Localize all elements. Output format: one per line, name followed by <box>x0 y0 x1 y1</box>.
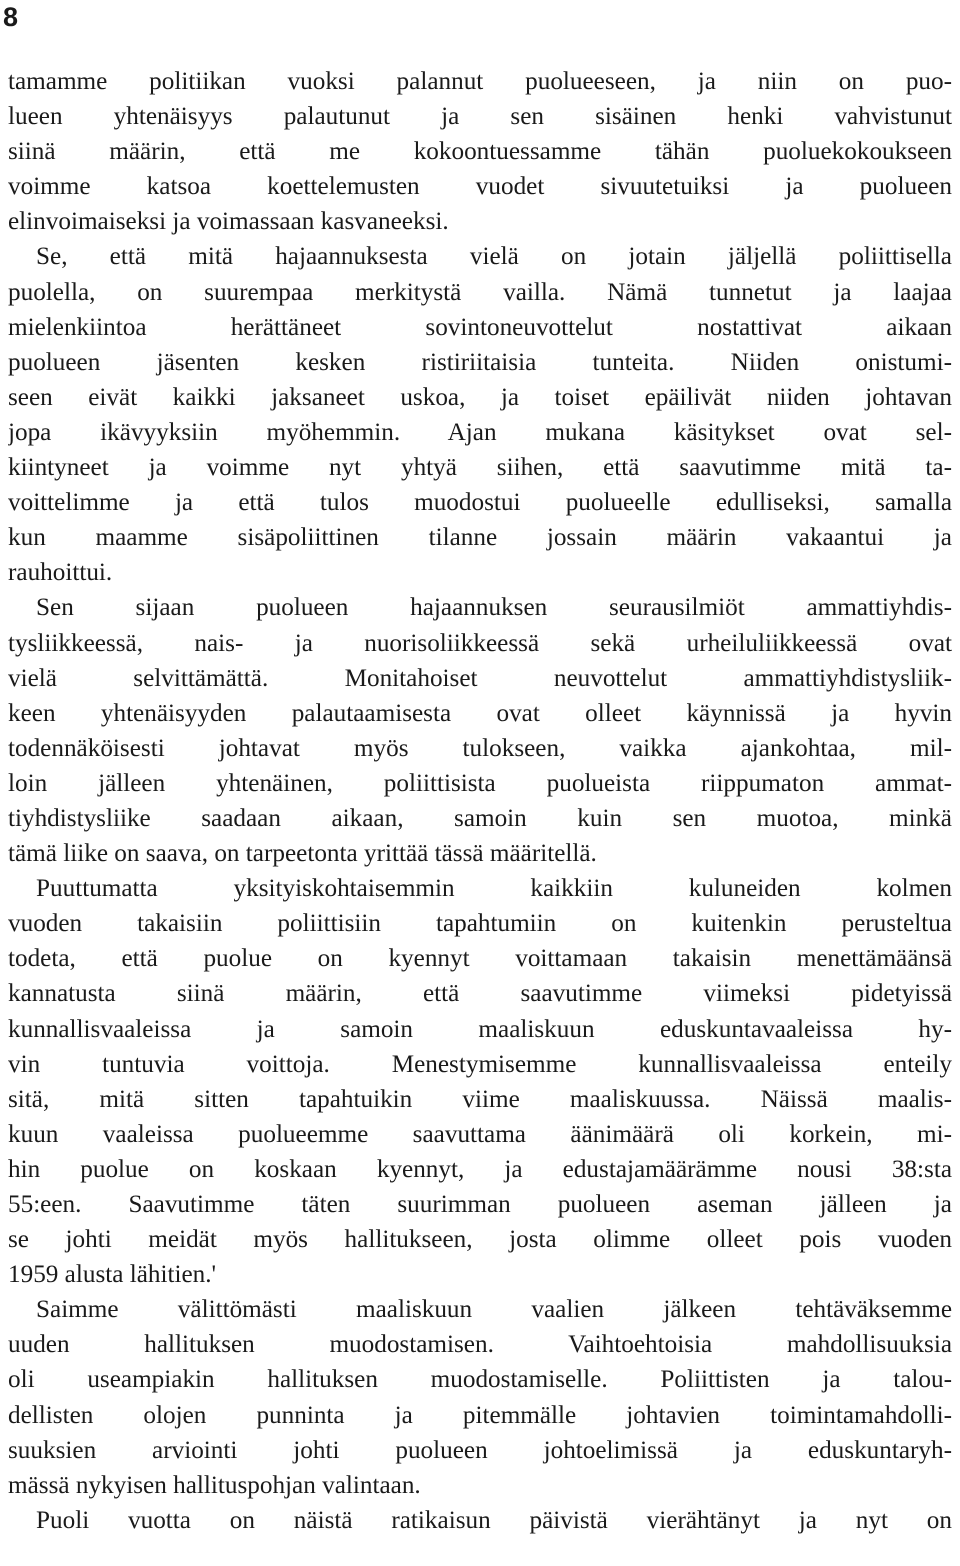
text-line: dellisten olojen punninta ja pitemmälle johtavien toimintamahdolli- <box>8 1401 952 1429</box>
text-line: oli useampiakin hallituksen muodostamiselle. Poliittisten ja talou- <box>8 1366 952 1394</box>
paragraph-first-line: Puoli vuotta on näistä ratikaisun päivistä vierähtänyt ja nyt on <box>36 1506 952 1534</box>
text-line: loin jälleen yhtenäinen, poliittisista puolueista riippumaton ammat- <box>8 769 952 797</box>
text-line: todeta, että puolue on kyennyt voittamaan takaisin menettämäänsä <box>8 945 952 973</box>
body-text <box>8 64 952 1538</box>
text-line: rauhoittui. <box>8 559 113 587</box>
text-line: seen eivät kaikki jaksaneet uskoa, ja toiset epäilivät niiden johtavan <box>8 383 952 411</box>
text-line: kuun vaaleissa puolueemme saavuttama äänimäärä oli korkein, mi- <box>8 1120 952 1148</box>
text-line: mässä nykyisen hallituspohjan valintaan. <box>8 1471 421 1499</box>
text-line: tiyhdistysliike saadaan aikaan, samoin kuin sen muotoa, minkä <box>8 804 952 832</box>
text-line: vuoden takaisiin poliittisiin tapahtumiin on kuitenkin perusteltua <box>8 910 952 938</box>
paragraph-first-line: Se, että mitä hajaannuksesta vielä on jotain jäljellä poliittisella <box>36 243 952 271</box>
text-line: tysliikkeessä, nais- ja nuorisoliikkeessä sekä urheiluliikkeessä ovat <box>8 629 952 657</box>
text-line: vielä selvittämättä. Monitahoiset neuvottelut ammattiyhdistysliik- <box>8 664 952 692</box>
paragraph-first-line: Saimme välittömästi maaliskuun vaalien jälkeen tehtäväksemme <box>36 1296 952 1324</box>
text-line: 55:een. Saavutimme täten suurimman puolueen aseman jälleen ja <box>8 1191 952 1218</box>
text-line: elinvoimaiseksi ja voimassaan kasvaneeksi. <box>8 208 449 236</box>
text-line: voittelimme ja että tulos muodostui puolueelle edulliseksi, samalla <box>8 489 952 517</box>
text-line: vin tuntuvia voittoja. Menestymisemme kunnallisvaaleissa enteily <box>8 1050 952 1078</box>
text-line: hin puolue on koskaan kyennyt, ja edustajamäärämme nousi 38:sta <box>8 1155 952 1183</box>
text-line: jopa ikävyyksiin myöhemmin. Ajan mukana käsitykset ovat sel- <box>8 418 952 446</box>
text-line: voimme katsoa koettelemusten vuodet sivuutetuiksi ja puolueen <box>8 173 952 201</box>
text-line: 1959 alusta lähitien.' <box>8 1261 217 1289</box>
text-line: puolueen jäsenten kesken ristiriitaisia tunteita. Niiden onistumi- <box>8 348 952 376</box>
page-number: 8 <box>3 2 19 32</box>
text-line: sitä, mitä sitten tapahtuikin viime maaliskuussa. Näissä maalis- <box>8 1085 952 1113</box>
text-line: tamamme politiikan vuoksi palannut puolueeseen, ja niin on puo- <box>8 68 952 95</box>
text-line: kun maamme sisäpoliittinen tilanne jossain määrin vakaantui ja <box>8 524 952 552</box>
text-line: uuden hallituksen muodostamisen. Vaihtoehtoisia mahdollisuuksia <box>8 1331 952 1359</box>
text-line: tämä liike on saava, on tarpeetonta yrittää tässä määritellä. <box>8 840 597 868</box>
text-line: kannatusta siinä määrin, että saavutimme viimeksi pidetyissä <box>8 980 952 1008</box>
paragraph-first-line: Puuttumatta yksityiskohtaisemmin kaikkiin kuluneiden kolmen <box>36 875 952 903</box>
text-line: keen yhtenäisyyden palautaamisesta ovat olleet käynnissä ja hyvin <box>8 699 952 727</box>
text-line: puolella, on suurempaa merkitystä vailla. Nämä tunnetut ja laajaa <box>8 278 952 306</box>
text-line: kunnallisvaaleissa ja samoin maaliskuun eduskuntavaaleissa hy- <box>8 1015 952 1043</box>
text-line: suuksien arviointi johti puolueen johtoelimissä ja eduskuntaryh- <box>8 1436 952 1464</box>
text-line: se johti meidät myös hallitukseen, josta olimme olleet pois vuoden <box>8 1226 952 1254</box>
text-line: lueen yhtenäisyys palautunut ja sen sisäinen henki vahvistunut <box>8 103 952 131</box>
text-line: mielenkiintoa herättäneet sovintoneuvottelut nostattivat aikaan <box>8 313 952 341</box>
paragraph-first-line: Sen sijaan puolueen hajaannuksen seurausilmiöt ammattiyhdis- <box>36 594 952 622</box>
text-line: kiintyneet ja voimme nyt yhtyä siihen, että saavutimme mitä ta- <box>8 454 952 482</box>
text-line: siinä määrin, että me kokoontuessamme tähän puoluekokoukseen <box>8 138 952 166</box>
text-line: todennäköisesti johtavat myös tulokseen, vaikka ajankohtaa, mil- <box>8 734 952 762</box>
